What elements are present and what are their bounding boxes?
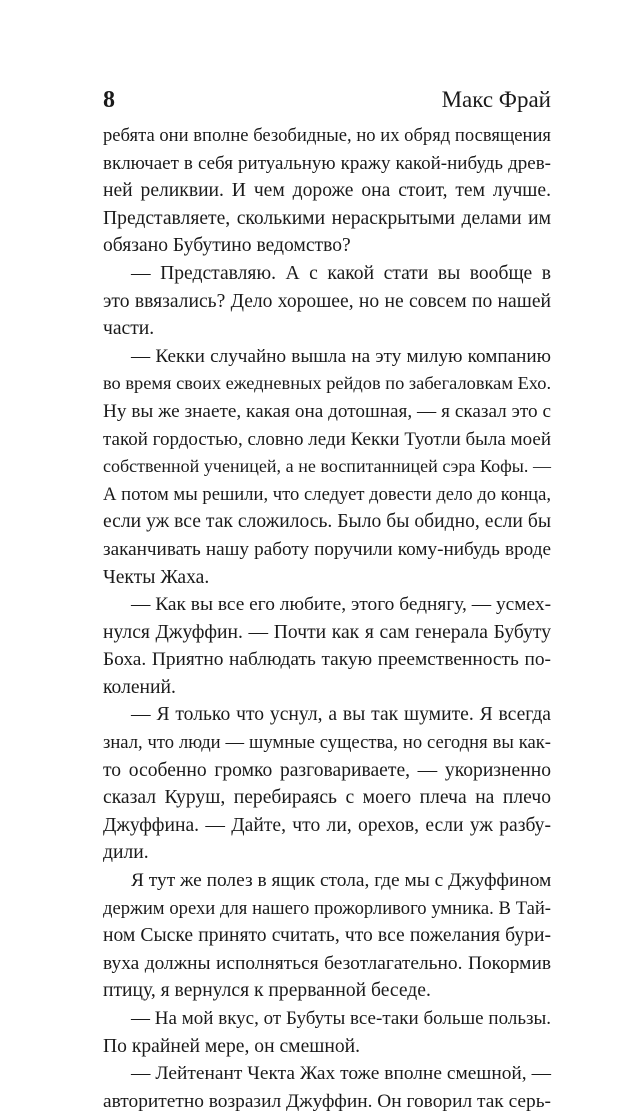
text-line: — Как вы все его любите, этого беднягу, — усмех- — [131, 594, 552, 616]
text-line: такой гордостью, словно леди Кекки Туотли была моей — [103, 428, 551, 450]
text-line: А потом мы решили, что следует довести дело до конца, — [103, 483, 551, 505]
text-line: птицу, я вернулся к прерванной беседе. — [103, 980, 431, 1002]
text-line: знал, что люди — шумные существа, но сегодня вы как- — [103, 732, 551, 754]
page-number: 8 — [103, 87, 115, 113]
text-line: обязано Бубутино ведомство? — [103, 235, 351, 257]
text-line: это ввязались? Дело хорошее, но не совсем по нашей — [103, 290, 551, 312]
text-line: — Лейтенант Чекта Жах тоже вполне смешной, — — [131, 1063, 551, 1085]
text-line: авторитетно возразил Джуффин. Он говорил так серь- — [103, 1090, 552, 1112]
running-head-author: Макс Фрай — [441, 87, 551, 112]
running-head — [103, 84, 551, 116]
body-text — [103, 122, 551, 1115]
text-line: во время своих ежедневных рейдов по забегаловкам Ехо. — [103, 373, 552, 394]
text-line: Я тут же полез в ящик стола, где мы с Джуффином — [131, 870, 552, 892]
text-line: ребята они вполне безобидные, но их обряд посвящения — [103, 125, 551, 146]
text-line: держим орехи для нашего прожорливого умника. В Тай- — [103, 897, 551, 919]
text-line: — На мой вкус, от Бубуты все-таки больше пользы. — [131, 1008, 551, 1029]
text-line: вуха должны исполняться безотлагательно. Покормив — [103, 952, 551, 974]
text-line: колений. — [103, 676, 176, 698]
text-line: Джуффина. — Дайте, что ли, орехов, если уж разбу- — [103, 814, 551, 836]
text-line: Чекты Жаха. — [103, 566, 210, 588]
text-line: Ну вы же знаете, какая она дотошная, — я сказал это с — [103, 400, 551, 422]
text-line: — Представляю. А с какой стати вы вообще в — [131, 262, 551, 284]
text-line: если уж все так сложилось. Было бы обидно, если бы — [103, 511, 551, 533]
text-line: Представляете, сколькими нераскрытыми делами им — [103, 207, 551, 229]
text-line: — Я только что уснул, а вы так шумите. Я всегда — [131, 704, 551, 726]
text-line: ней реликвии. И чем дороже она стоит, тем лучше. — [103, 180, 551, 202]
text-line: ном Сыске принято считать, что все пожелания бури- — [103, 925, 551, 947]
text-line: части. — [103, 318, 155, 340]
text-line: собственной ученицей, а не воспитанницей сэра Кофы. — — [103, 456, 551, 477]
text-line: заканчивать нашу работу поручили кому-нибудь вроде — [103, 538, 551, 560]
text-line: включает в себя ритуальную кражу какой-нибудь древ- — [103, 152, 551, 174]
text-line: сказал Куруш, перебираясь с моего плеча на плечо — [103, 787, 551, 809]
text-line: — Кекки случайно вышла на эту милую компанию — [131, 345, 551, 367]
text-line: нулся Джуффин. — Почти как я сам генерала Бубуту — [103, 621, 551, 643]
text-line: то особенно громко разговариваете, — укоризненно — [103, 759, 551, 781]
text-line: Боха. Приятно наблюдать такую преемственность по- — [103, 649, 551, 671]
text-line: дили. — [103, 842, 149, 864]
text-line: По крайней мере, он смешной. — [103, 1035, 361, 1057]
